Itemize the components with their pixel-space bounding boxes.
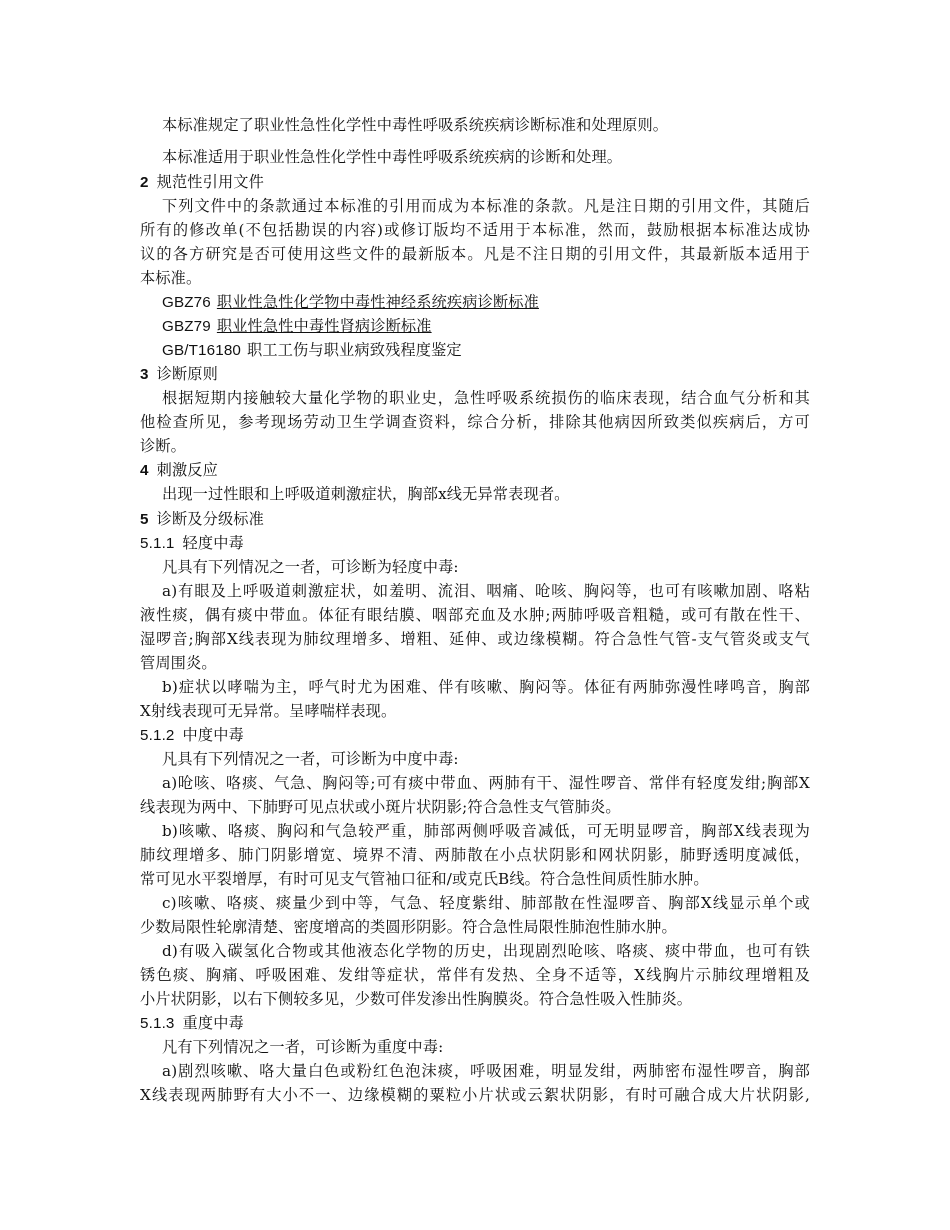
scope-line-2: 本标准适用于职业性急性化学性中毒性呼吸系统疾病的诊断和处理。 bbox=[162, 148, 623, 166]
section-title: 刺激反应 bbox=[156, 461, 218, 479]
section-5-heading bbox=[140, 507, 810, 532]
paragraph-line: 本标准。 bbox=[140, 269, 202, 287]
subsection-5-1-2-heading bbox=[140, 723, 810, 748]
paragraph-line: b)症状以哮喘为主，呼气时尤为困难、伴有咳嗽、胸闷等。体征有两肺弥漫性哮鸣音，胸部 bbox=[162, 678, 810, 696]
paragraph-line: 出现一过性眼和上呼吸道刺激症状，胸部x线无异常表现者。 bbox=[162, 485, 570, 503]
paragraph-line: 诊断。 bbox=[140, 437, 187, 455]
section-number: 4 bbox=[140, 462, 149, 479]
subsection-title: 轻度中毒 bbox=[182, 534, 244, 552]
section-title: 诊断及分级标准 bbox=[156, 510, 264, 528]
section-number: 5 bbox=[140, 511, 149, 528]
paragraph-line: 小片状阴影，以右下侧较多见，少数可伴发渗出性胸膜炎。符合急性吸入性肺炎。 bbox=[140, 990, 693, 1008]
reference-code: GBZ79 bbox=[162, 318, 211, 335]
paragraph-line: 液性痰，偶有痰中带血。体征有眼结膜、咽部充血及水肿;两肺呼吸音粗糙，或可有散在性干、 bbox=[140, 606, 810, 624]
subsection-5-1-3-heading bbox=[140, 1011, 810, 1036]
paragraph-line: 议的各方研究是否可使用这些文件的最新版本。凡是不注日期的引用文件，其最新版本适用于 bbox=[140, 245, 810, 263]
paragraph-line: 常可见水平裂增厚，有时可见支气管袖口征和/或克氏B线。符合急性间质性肺水肿。 bbox=[140, 870, 709, 888]
subsection-number: 5.1.2 bbox=[140, 727, 175, 744]
paragraph-line: 凡有下列情况之一者，可诊断为重度中毒: bbox=[162, 1038, 444, 1056]
paragraph-line: 凡具有下列情况之一者，可诊断为轻度中毒: bbox=[162, 558, 459, 576]
paragraph-line: 锈色痰、胸痛、呼吸困难、发绀等症状，常伴有发热、全身不适等，X线胸片示肺纹理增粗及 bbox=[140, 966, 810, 984]
section-number: 3 bbox=[140, 366, 149, 383]
paragraph-line: 少数局限性轮廓清楚、密度增高的类圆形阴影。符合急性局限性肺泡性肺水肿。 bbox=[140, 918, 677, 936]
paragraph-line: a)剧烈咳嗽、咯大量白色或粉红色泡沫痰，呼吸困难，明显发绀，两肺密布湿性啰音，胸部 bbox=[162, 1062, 810, 1080]
section-title: 规范性引用文件 bbox=[156, 173, 264, 191]
reference-item bbox=[162, 314, 810, 339]
section-4-heading bbox=[140, 458, 810, 483]
reference-link[interactable]: 职业性急性中毒性肾病诊断标准 bbox=[216, 317, 432, 335]
subsection-title: 中度中毒 bbox=[182, 726, 244, 744]
paragraph-line: a)有眼及上呼吸道刺激症状，如羞明、流泪、咽痛、呛咳、胸闷等，也可有咳嗽加剧、咯粘 bbox=[162, 582, 810, 600]
scope-line-1: 本标准规定了职业性急性化学性中毒性呼吸系统疾病诊断标准和处理原则。 bbox=[162, 116, 669, 134]
section-2-heading bbox=[140, 170, 810, 195]
subsection-5-1-1-heading bbox=[140, 531, 810, 556]
reference-code: GB/T16180 bbox=[162, 342, 242, 359]
paragraph-line: 所有的修改单(不包括勘误的内容)或修订版均不适用于本标准，然而，鼓励根据本标准达成协 bbox=[140, 221, 810, 239]
section-number: 2 bbox=[140, 174, 149, 191]
paragraph-line: d)有吸入碳氢化合物或其他液态化学物的历史，出现剧烈呛咳、咯痰、痰中带血，也可有铁 bbox=[162, 942, 810, 960]
paragraph-line: c)咳嗽、咯痰、痰量少到中等，气急、轻度紫绀、肺部散在性湿啰音、胸部X线显示单个或 bbox=[162, 894, 810, 912]
paragraph-line: 线表现为两中、下肺野可见点状或小斑片状阴影;符合急性支气管肺炎。 bbox=[140, 798, 621, 816]
paragraph-line: 他检查所见，参考现场劳动卫生学调查资料，综合分析，排除其他病因所致类似疾病后，方可 bbox=[140, 413, 810, 431]
paragraph-line: b)咳嗽、咯痰、胸闷和气急较严重，肺部两侧呼吸音减低，可无明显啰音，胸部X线表现为 bbox=[162, 822, 810, 840]
reference-code: GBZ76 bbox=[162, 294, 211, 311]
section-3-heading bbox=[140, 362, 810, 387]
paragraph-line: X线表现两肺野有大小不一、边缘模糊的粟粒小片状或云絮状阴影，有时可融合成大片状阴影, bbox=[140, 1086, 810, 1104]
reference-item bbox=[162, 338, 810, 363]
subsection-number: 5.1.1 bbox=[140, 535, 175, 552]
paragraph-line: 下列文件中的条款通过本标准的引用而成为本标准的条款。凡是注日期的引用文件，其随后 bbox=[162, 197, 810, 215]
section-title: 诊断原则 bbox=[156, 365, 218, 383]
reference-title: 职工工伤与职业病致残程度鉴定 bbox=[247, 341, 462, 359]
subsection-title: 重度中毒 bbox=[182, 1014, 244, 1032]
reference-link[interactable]: 职业性急性化学物中毒性神经系统疾病诊断标准 bbox=[216, 293, 539, 311]
paragraph-line: a)呛咳、咯痰、气急、胸闷等;可有痰中带血、两肺有干、湿性啰音、常伴有轻度发绀;胸部X bbox=[162, 774, 810, 792]
paragraph-line: 凡具有下列情况之一者，可诊断为中度中毒: bbox=[162, 750, 459, 768]
paragraph-line: X射线表现可无异常。呈哮喘样表现。 bbox=[140, 702, 397, 720]
paragraph-line: 湿啰音;胸部X线表现为肺纹理增多、增粗、延伸、或边缘模糊。符合急性气管-支气管炎或支气 bbox=[140, 630, 810, 648]
paragraph-line: 肺纹理增多、肺门阴影增宽、境界不清、两肺散在小点状阴影和网状阴影，肺野透明度减低， bbox=[140, 846, 810, 864]
paragraph-line: 管周围炎。 bbox=[140, 654, 217, 672]
subsection-number: 5.1.3 bbox=[140, 1015, 175, 1032]
paragraph-line: 根据短期内接触较大量化学物的职业史，急性呼吸系统损伤的临床表现，结合血气分析和其 bbox=[162, 389, 810, 407]
reference-item bbox=[162, 290, 810, 315]
